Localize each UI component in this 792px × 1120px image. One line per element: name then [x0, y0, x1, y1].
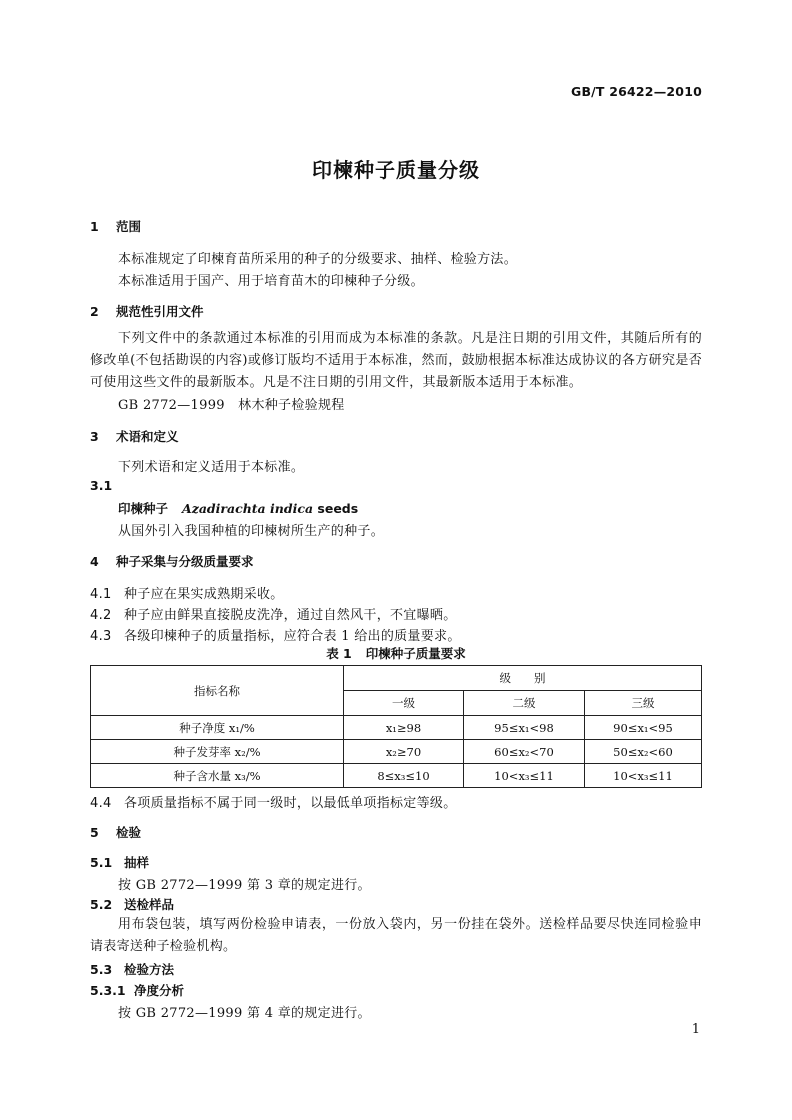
header-grade-1: 一级 [344, 691, 464, 716]
term-definition: 从国外引入我国种植的印楝树所生产的种子。 [118, 524, 385, 539]
table-row [91, 740, 702, 764]
section-1-paragraph-1: 本标准规定了印楝育苗所采用的种子的分级要求、抽样、检验方法。 [118, 252, 518, 267]
standard-number: GB/T 26422—2010 [570, 84, 702, 99]
term-chinese: 印楝种子 [118, 501, 169, 516]
header-grade: 级 别 [344, 666, 702, 691]
row-grade-3: 10<x₃≤11 [585, 764, 702, 788]
header-grade-2: 二级 [464, 691, 585, 716]
section-1-paragraph-2: 本标准适用于国产、用于培育苗木的印楝种子分级。 [118, 274, 424, 289]
term-english-suffix: seeds [317, 501, 359, 516]
row-grade-1: 8≤x₃≤10 [344, 764, 464, 788]
quality-table [90, 665, 702, 788]
subsection-5-2-text: 用布袋包装，填写两份检验申请表，一份放入袋内，另一份挂在袋外。送检样品要尽快连同检验申请表寄送种子检验机构。 [90, 917, 702, 954]
row-grade-1: x₂≥70 [344, 740, 464, 764]
table-row [91, 716, 702, 740]
clause-4-1: 4.1 种子应在果实成熟期采收。 [90, 587, 284, 602]
subsection-5-3-heading: 5.3 检验方法 [90, 962, 175, 977]
row-grade-1: x₁≥98 [344, 716, 464, 740]
section-3-paragraph: 下列术语和定义适用于本标准。 [118, 460, 305, 475]
row-name: 种子含水量 x₃/% [91, 764, 344, 788]
header-grade-3: 三级 [585, 691, 702, 716]
subsection-5-3-1-text: 按 GB 2772—1999 第 4 章的规定进行。 [118, 1006, 371, 1021]
normative-reference: GB 2772—1999 林木种子检验规程 [118, 398, 345, 413]
clause-4-3: 4.3 各级印楝种子的质量指标，应符合表 1 给出的质量要求。 [90, 629, 461, 644]
table-row [91, 764, 702, 788]
subsection-5-3-1-heading: 5.3.1 净度分析 [90, 983, 185, 998]
term-entry [118, 499, 358, 517]
subsection-5-1-text: 按 GB 2772—1999 第 3 章的规定进行。 [118, 878, 371, 893]
section-1-heading: 1 范围 [90, 219, 142, 234]
clause-4-4: 4.4 各项质量指标不属于同一级时，以最低单项指标定等级。 [90, 796, 457, 811]
row-grade-2: 10<x₃≤11 [464, 764, 585, 788]
subsection-3-1-number: 3.1 [90, 478, 113, 493]
row-name: 种子发芽率 x₂/% [91, 740, 344, 764]
row-name: 种子净度 x₁/% [91, 716, 344, 740]
subsection-5-1-heading: 5.1 抽样 [90, 855, 150, 870]
term-latin: Azadirachta indica [182, 501, 314, 516]
section-2-paragraph: 下列文件中的条款通过本标准的引用而成为本标准的条款。凡是注日期的引用文件，其随后所有的修改单(不包括勘误的内容)或修订版均不适用于本标准，然而，鼓励根据本标准达成协议的各方研究是否可使用这些文件的最新版本。凡是不注日期的引用文件，其最新版本适用于本标准。 [90, 331, 702, 390]
row-grade-2: 60≤x₂<70 [464, 740, 585, 764]
row-grade-3: 50≤x₂<60 [585, 740, 702, 764]
section-2-heading: 2 规范性引用文件 [90, 304, 204, 319]
table-caption: 表 1 印楝种子质量要求 [326, 646, 466, 661]
page-number: 1 [691, 1022, 700, 1037]
section-5-heading: 5 检验 [90, 825, 142, 840]
section-4-heading: 4 种子采集与分级质量要求 [90, 554, 254, 569]
section-3-heading: 3 术语和定义 [90, 429, 179, 444]
header-indicator-name: 指标名称 [91, 666, 344, 716]
row-grade-3: 90≤x₁<95 [585, 716, 702, 740]
clause-4-2: 4.2 种子应由鲜果直接脱皮洗净，通过自然风干，不宜曝晒。 [90, 608, 457, 623]
document-title: 印楝种子质量分级 [312, 158, 480, 182]
subsection-5-2-heading: 5.2 送检样品 [90, 897, 175, 912]
row-grade-2: 95≤x₁<98 [464, 716, 585, 740]
